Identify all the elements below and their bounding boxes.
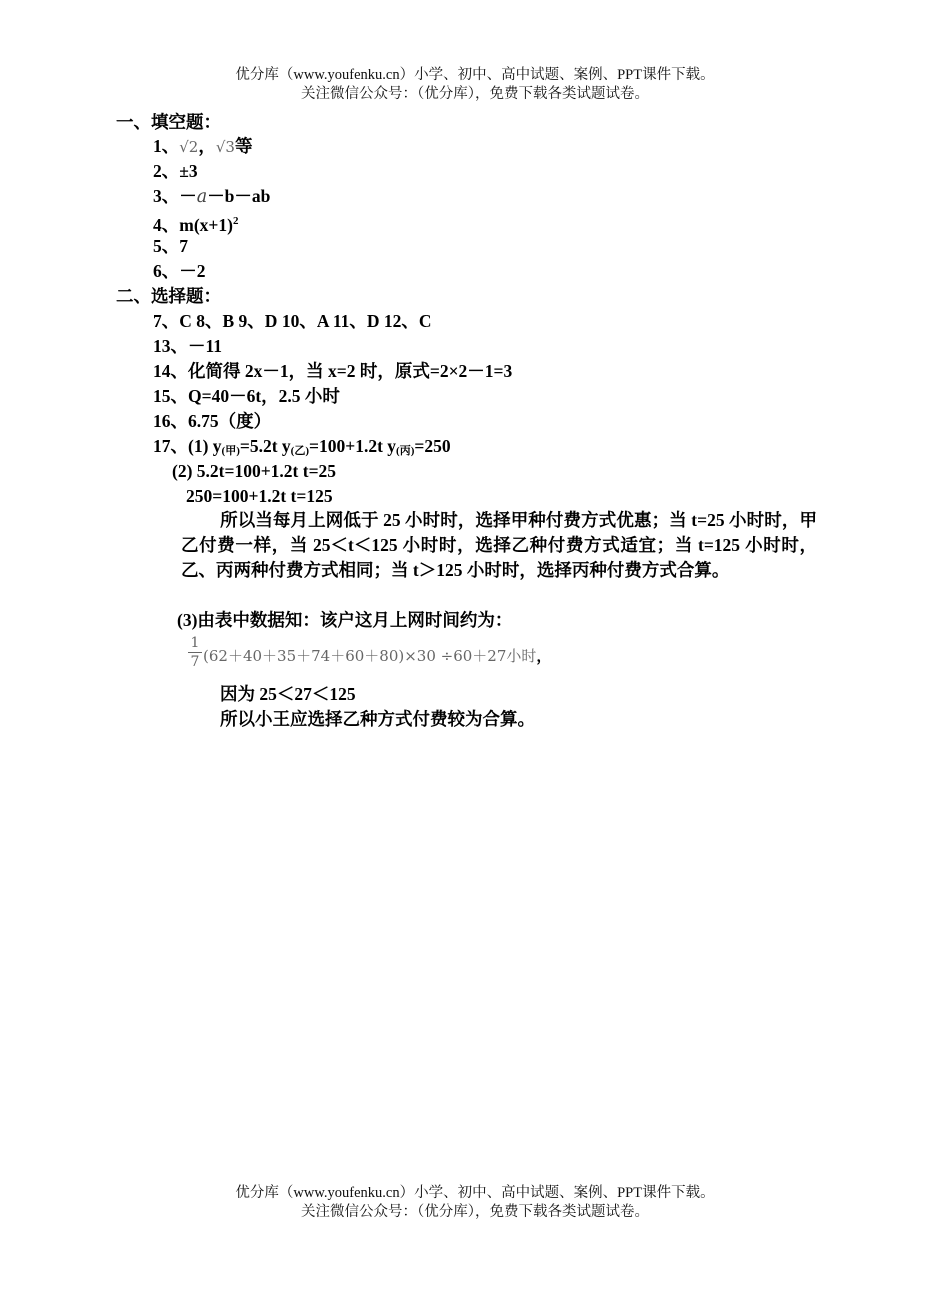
- answer-1: [153, 134, 252, 159]
- answer-16: 16、6.75（度）: [153, 411, 272, 431]
- section-2-title: 二、选择题：: [116, 286, 221, 306]
- sqrt2: √2: [179, 138, 199, 156]
- answer-1-num: 1、: [153, 136, 180, 156]
- q17-p1-c: =250: [414, 436, 451, 456]
- frac-den: 7: [190, 654, 200, 670]
- variable-a: a: [196, 187, 208, 207]
- answer-13: 13、－11: [153, 336, 223, 356]
- answer-1-tail: 等: [234, 136, 253, 156]
- answer-17-part-2b: 250=100+1.2t t=125: [186, 486, 333, 506]
- answer-14: 14、化简得 2x－1，当 x=2 时，原式=2×2－1=3: [153, 361, 513, 381]
- frac-num: 1: [190, 635, 200, 651]
- sub-bing: (丙): [396, 445, 415, 457]
- answer-17-part-3: (3)由表中数据知：该户这月上网时间约为：: [177, 610, 513, 630]
- page-footer: [0, 1184, 950, 1222]
- sub-jia: (甲): [221, 445, 240, 457]
- because-line: 因为 25＜27＜125: [220, 684, 356, 704]
- q17-p1-a: =5.2t y: [239, 436, 291, 456]
- header-line-1: 优分库（www.youfenku.cn）小学、初中、高中试题、案例、PPT课件下载。: [235, 67, 715, 83]
- answer-3-num: 3、－: [153, 186, 197, 206]
- footer-line-2: 关注微信公众号：（优分库），免费下载各类试题试卷。: [301, 1204, 649, 1220]
- q17-p1-b: =100+1.2t y: [309, 436, 397, 456]
- section-1-title: 一、填空题：: [116, 112, 221, 132]
- header-line-2: 关注微信公众号：（优分库），免费下载各类试题试卷。: [301, 86, 649, 102]
- expr-comma: ，: [536, 647, 552, 665]
- q17-p1-prefix: 17、(1) y: [153, 436, 222, 456]
- answer-3-rest: －b－ab: [207, 186, 271, 206]
- answer-1-sep: ，: [198, 136, 216, 156]
- answer-3: [153, 184, 270, 209]
- answer-6: 6、－2: [153, 261, 206, 281]
- answer-4: [153, 209, 238, 237]
- answer-4-text: 4、m(x+1): [153, 214, 233, 235]
- expr-text: (62＋40＋35＋74＋60＋80)×30 ÷60＋27小时: [203, 647, 537, 665]
- answer-15: 15、Q=40－6t，2.5 小时: [153, 386, 340, 406]
- answer-17-paragraph: [181, 508, 817, 583]
- answer-5: 5、7: [153, 236, 188, 256]
- fraction-one-seventh: [188, 635, 202, 670]
- answer-2: 2、±3: [153, 161, 198, 181]
- conclusion-line: 所以小王应选择乙种方式付费较为合算。: [220, 709, 535, 729]
- answer-7-12: 7、C 8、B 9、D 10、A 11、D 12、C: [153, 311, 432, 331]
- footer-line-1: 优分库（www.youfenku.cn）小学、初中、高中试题、案例、PPT课件下载。: [235, 1185, 715, 1201]
- paragraph-text: 所以当每月上网低于 25 小时时，选择甲种付费方式优惠；当 t=25 小时时，甲乙付费一样，当 25＜t＜125 小时时，选择乙种付费方式适宜；当 t=125 小时时，乙、丙两种付费方式相同；当 t＞125 小时时，选择丙种付费方式合算。: [181, 510, 817, 580]
- sqrt3: √3: [215, 138, 235, 156]
- answer-4-exponent: 2: [232, 215, 239, 227]
- sub-yi: (乙): [290, 445, 309, 457]
- answer-17-part-2: (2) 5.2t=100+1.2t t=25: [172, 461, 337, 481]
- time-expression: [203, 645, 551, 666]
- page-header: [0, 66, 950, 104]
